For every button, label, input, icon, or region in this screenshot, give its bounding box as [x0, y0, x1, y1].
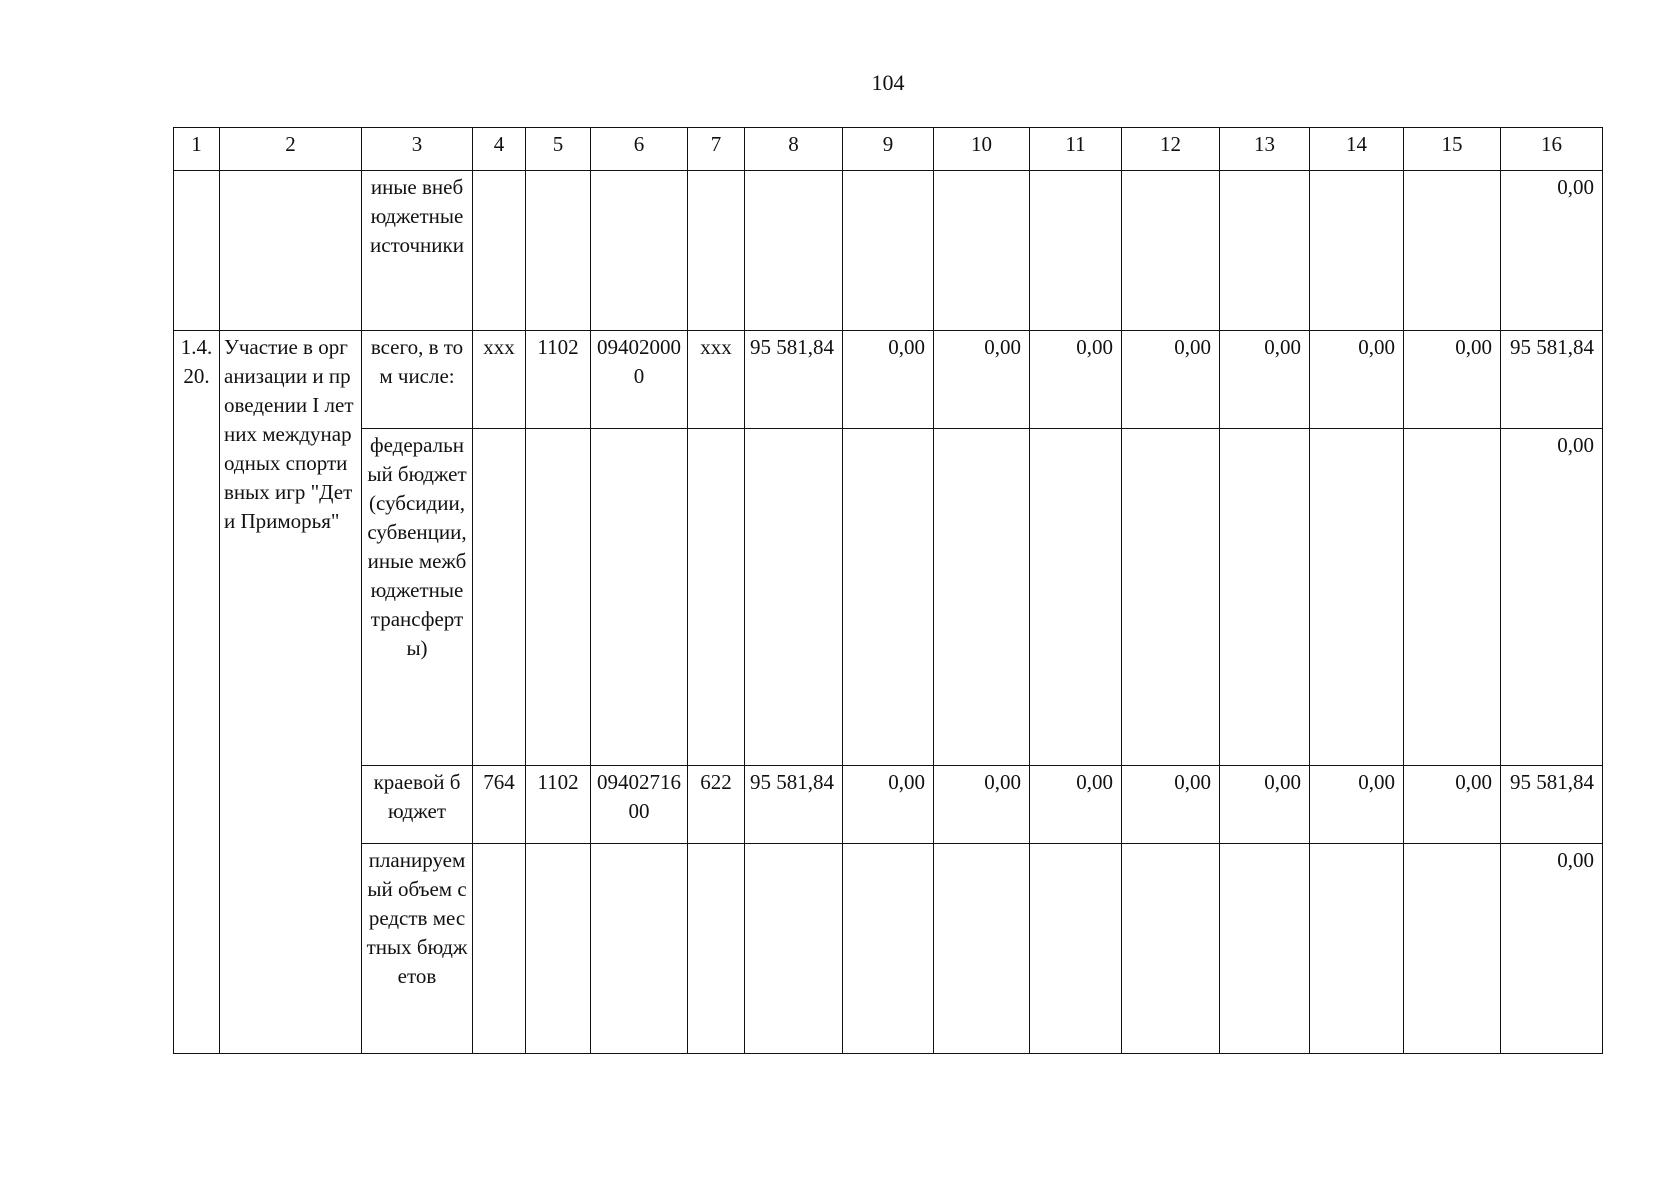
amount-cell: 0,00	[934, 766, 1030, 844]
amount-cell: 0,00	[1122, 331, 1220, 429]
column-header: 12	[1122, 128, 1220, 171]
cell-empty	[745, 429, 843, 766]
amount-cell: 0,00	[934, 331, 1030, 429]
column-header: 5	[526, 128, 591, 171]
column-header: 9	[843, 128, 934, 171]
funding-source-cell: федеральный бюджет (субсидии, субвенции, иные межбюджетные трансферты)	[362, 429, 473, 766]
cell-empty	[526, 844, 591, 1054]
amount-cell: 0,00	[1404, 766, 1501, 844]
cell-empty	[688, 171, 745, 331]
amount-cell: 0,00	[1404, 331, 1501, 429]
amount-cell: 95 581,84	[1501, 331, 1603, 429]
cell-empty	[1404, 844, 1501, 1054]
header-row	[174, 128, 1603, 171]
cell-empty	[934, 171, 1030, 331]
amount-cell: 0,00	[1310, 766, 1404, 844]
column-header: 7	[688, 128, 745, 171]
table-row-regional	[174, 766, 1603, 844]
cell-empty	[591, 844, 688, 1054]
table-row-federal	[174, 429, 1603, 766]
amount-cell: 0,00	[1501, 171, 1603, 331]
cell-empty	[591, 171, 688, 331]
cell-empty	[1220, 844, 1310, 1054]
code-cell: ххх	[688, 331, 745, 429]
cell-empty	[220, 171, 362, 331]
cell-empty	[1122, 171, 1220, 331]
funding-source-cell: всего, в том числе:	[362, 331, 473, 429]
cell-empty	[473, 429, 526, 766]
code-cell: 094020000	[591, 331, 688, 429]
column-header: 6	[591, 128, 688, 171]
column-header: 4	[473, 128, 526, 171]
cell-empty	[1122, 429, 1220, 766]
code-cell: 622	[688, 766, 745, 844]
budget-table	[173, 127, 1603, 1054]
funding-source-cell: планируемый объем средств местных бюджетов	[362, 844, 473, 1054]
cell-empty	[473, 844, 526, 1054]
column-header: 3	[362, 128, 473, 171]
table-row-local	[174, 844, 1603, 1054]
cell-empty	[1404, 429, 1501, 766]
item-number-cell: 1.4.20.	[174, 331, 220, 1054]
cell-empty	[1122, 844, 1220, 1054]
code-cell: 1102	[526, 331, 591, 429]
event-name-cell: Участие в организации и проведении I летних международных спортивных игр "Дети Приморья"	[220, 331, 362, 1054]
amount-cell: 0,00	[1501, 429, 1603, 766]
cell-empty	[843, 844, 934, 1054]
amount-cell: 95 581,84	[745, 766, 843, 844]
cell-empty	[1404, 171, 1501, 331]
cell-empty	[1310, 844, 1404, 1054]
amount-cell: 0,00	[1122, 766, 1220, 844]
column-header: 10	[934, 128, 1030, 171]
cell-empty	[745, 171, 843, 331]
column-header: 8	[745, 128, 843, 171]
column-header: 1	[174, 128, 220, 171]
funding-source-cell: краевой бюджет	[362, 766, 473, 844]
cell-empty	[1310, 429, 1404, 766]
funding-source-cell: иные внебюджетные источники	[362, 171, 473, 331]
column-header: 11	[1030, 128, 1122, 171]
amount-cell: 0,00	[1501, 844, 1603, 1054]
amount-cell: 0,00	[1220, 766, 1310, 844]
cell-empty	[745, 844, 843, 1054]
amount-cell: 0,00	[1030, 766, 1122, 844]
cell-empty	[526, 171, 591, 331]
code-cell: ххх	[473, 331, 526, 429]
page-number: 104	[871, 70, 905, 95]
cell-empty	[1220, 429, 1310, 766]
code-cell: 0940271600	[591, 766, 688, 844]
cell-empty	[591, 429, 688, 766]
cell-empty	[1220, 171, 1310, 331]
column-header: 14	[1310, 128, 1404, 171]
cell-empty	[843, 429, 934, 766]
column-header: 2	[220, 128, 362, 171]
amount-cell: 0,00	[1220, 331, 1310, 429]
table-row-total	[174, 331, 1603, 429]
cell-empty	[526, 429, 591, 766]
column-header: 15	[1404, 128, 1501, 171]
column-header: 16	[1501, 128, 1603, 171]
table-row-other-sources	[174, 171, 1603, 331]
cell-empty	[1030, 844, 1122, 1054]
code-cell: 1102	[526, 766, 591, 844]
cell-empty	[174, 171, 220, 331]
amount-cell: 95 581,84	[745, 331, 843, 429]
amount-cell: 0,00	[843, 766, 934, 844]
amount-cell: 0,00	[1310, 331, 1404, 429]
cell-empty	[1030, 171, 1122, 331]
cell-empty	[1030, 429, 1122, 766]
cell-empty	[934, 844, 1030, 1054]
cell-empty	[688, 844, 745, 1054]
cell-empty	[1310, 171, 1404, 331]
cell-empty	[473, 171, 526, 331]
amount-cell: 95 581,84	[1501, 766, 1603, 844]
amount-cell: 0,00	[1030, 331, 1122, 429]
code-cell: 764	[473, 766, 526, 844]
column-header: 13	[1220, 128, 1310, 171]
cell-empty	[843, 171, 934, 331]
amount-cell: 0,00	[843, 331, 934, 429]
cell-empty	[688, 429, 745, 766]
cell-empty	[934, 429, 1030, 766]
